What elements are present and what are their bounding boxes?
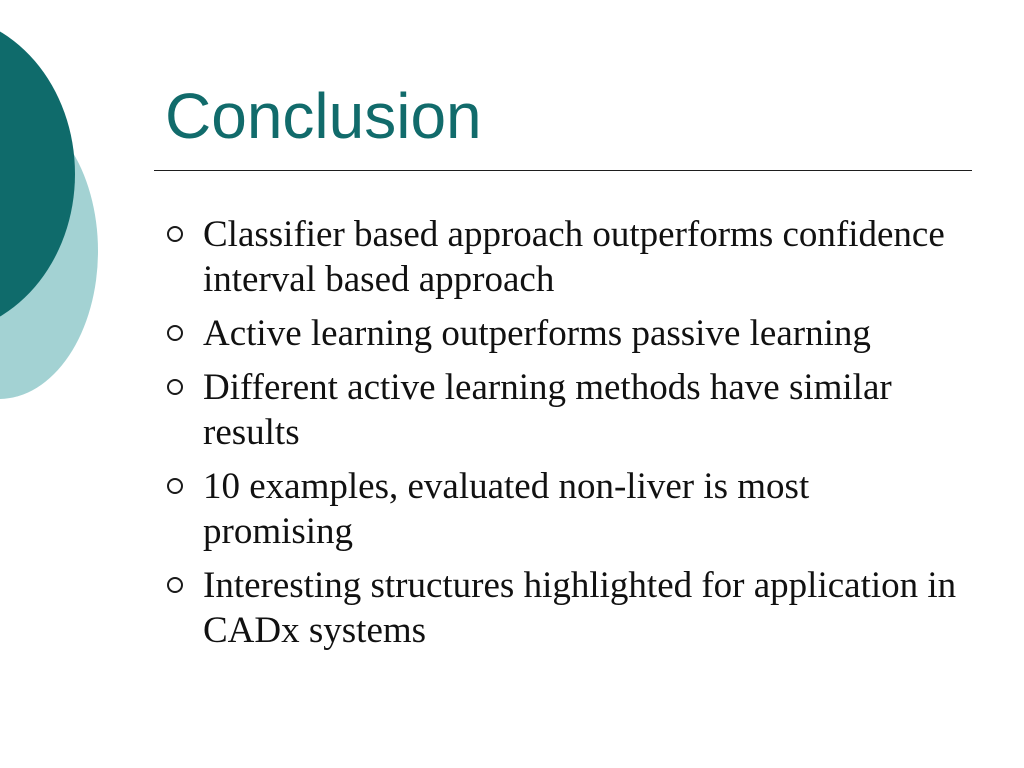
title-divider: [154, 170, 972, 171]
hollow-circle-bullet-icon: [167, 379, 183, 395]
bullet-text: Interesting structures highlighted for application in CADx systems: [203, 565, 957, 651]
bullet-item: [165, 365, 965, 455]
bullet-item: [165, 212, 965, 302]
bullet-item: [165, 563, 965, 653]
bullet-item: [165, 464, 965, 554]
bullet-text: Active learning outperforms passive learning: [203, 313, 871, 354]
hollow-circle-bullet-icon: [167, 577, 183, 593]
bullet-text: Different active learning methods have similar results: [203, 367, 892, 453]
hollow-circle-bullet-icon: [167, 478, 183, 494]
bullet-text: 10 examples, evaluated non-liver is most promising: [203, 466, 810, 552]
slide-title: Conclusion: [165, 80, 482, 152]
bullet-list: [165, 212, 965, 662]
hollow-circle-bullet-icon: [167, 226, 183, 242]
bullet-text: Classifier based approach outperforms confidence interval based approach: [203, 214, 945, 300]
bullet-item: [165, 311, 965, 356]
hollow-circle-bullet-icon: [167, 325, 183, 341]
